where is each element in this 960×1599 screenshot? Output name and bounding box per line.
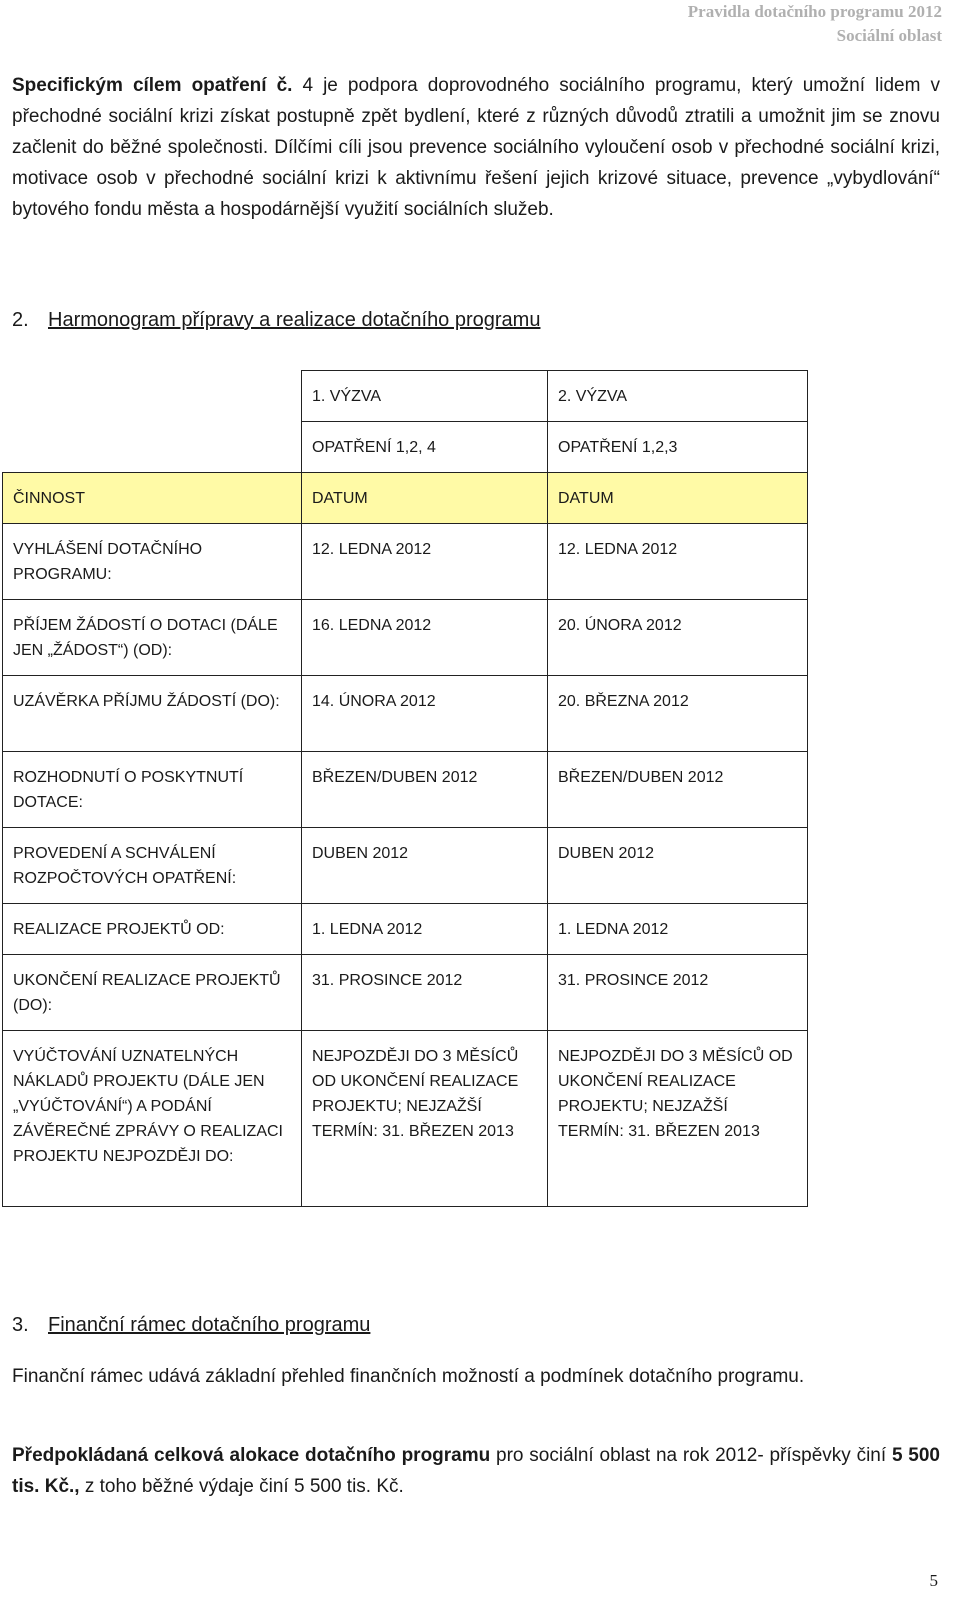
date-2-cell: 1. LEDNA 2012: [548, 904, 808, 955]
schedule-table: [2, 370, 808, 1207]
table-row: [3, 524, 808, 600]
col-date-2: DATUM: [548, 473, 808, 524]
running-header: [688, 0, 942, 48]
section-title: Finanční rámec dotačního programu: [48, 1314, 371, 1336]
date-2-cell: 20. BŘEZNA 2012: [548, 676, 808, 752]
date-1-cell: DUBEN 2012: [302, 828, 548, 904]
table-row: [3, 371, 808, 422]
section-3-heading: [12, 1310, 370, 1340]
section-number: 3.: [12, 1314, 29, 1336]
section-2-heading: [12, 305, 540, 335]
table-row: [3, 828, 808, 904]
date-2-cell: BŘEZEN/DUBEN 2012: [548, 752, 808, 828]
header-subtitle: Sociální oblast: [836, 26, 942, 45]
call-2-cell: 2. VÝZVA: [548, 371, 808, 422]
allocation-tail: z toho běžné výdaje činí 5 500 tis. Kč.: [79, 1476, 404, 1497]
date-1-cell: NEJPOZDĚJI DO 3 MĚSÍCŮ OD UKONČENÍ REALIZACE PROJEKTU; NEJZAŽŠÍ TERMÍN: 31. BŘEZEN 2013: [302, 1031, 548, 1207]
col-date-1: DATUM: [302, 473, 548, 524]
allocation-text: pro sociální oblast na rok 2012- příspěvky činí: [490, 1445, 892, 1466]
date-1-cell: 16. LEDNA 2012: [302, 600, 548, 676]
date-1-cell: 31. PROSINCE 2012: [302, 955, 548, 1031]
date-2-cell: NEJPOZDĚJI DO 3 MĚSÍCŮ OD UKONČENÍ REALIZACE PROJEKTU; NEJZAŽŠÍ TERMÍN: 31. BŘEZEN 2013: [548, 1031, 808, 1207]
col-activity: ČINNOST: [3, 473, 302, 524]
date-1-cell: 1. LEDNA 2012: [302, 904, 548, 955]
activity-cell: UZÁVĚRKA PŘÍJMU ŽÁDOSTÍ (DO):: [3, 676, 302, 752]
measures-1-cell: OPATŘENÍ 1,2, 4: [302, 422, 548, 473]
section-title: Harmonogram přípravy a realizace dotačního programu: [48, 309, 541, 331]
table-row: [3, 422, 808, 473]
activity-cell: VYÚČTOVÁNÍ UZNATELNÝCH NÁKLADŮ PROJEKTU (DÁLE JEN „VYÚČTOVÁNÍ“) A PODÁNÍ ZÁVĚREČNÉ ZPRÁVY O REALIZACI PROJEKTU NEJPOZDĚJI DO:: [3, 1031, 302, 1207]
table-row: [3, 955, 808, 1031]
date-2-cell: 31. PROSINCE 2012: [548, 955, 808, 1031]
measures-2-cell: OPATŘENÍ 1,2,3: [548, 422, 808, 473]
date-2-cell: 20. ÚNORA 2012: [548, 600, 808, 676]
date-1-cell: BŘEZEN/DUBEN 2012: [302, 752, 548, 828]
header-title: Pravidla dotačního programu 2012: [687, 2, 942, 21]
empty-cell: [3, 422, 302, 473]
objective-lead: Specifickým cílem opatření č.: [12, 75, 293, 96]
objective-text: 4 je podpora doprovodného sociálního programu, který umožní lidem v přechodné sociální krizi získat postupně zpět bydlení, které z různých důvodů ztratili a umožnit jim se znovu začlenit do běžné společnosti. Dílčími cíli jsou prevence sociálního vyloučení osob v přechodné sociální krizi, motivace osob v přechodné sociální krizi k aktivnímu řešení jejich krizové situace, prevence „vybydlování“ bytového fondu města a hospodárnější využití sociálních služeb.: [12, 75, 940, 220]
activity-cell: ROZHODNUTÍ O POSKYTNUTÍ DOTACE:: [3, 752, 302, 828]
table-row: [3, 676, 808, 752]
table-row: [3, 752, 808, 828]
allocation-amount: 5 500 tis. Kč.,: [12, 1445, 940, 1497]
table-row: [3, 600, 808, 676]
table-header-row: [3, 473, 808, 524]
table-row: [3, 1031, 808, 1207]
activity-cell: UKONČENÍ REALIZACE PROJEKTŮ (DO):: [3, 955, 302, 1031]
section-number: 2.: [12, 309, 29, 331]
objective-paragraph: [12, 70, 940, 225]
allocation-paragraph: [12, 1440, 940, 1502]
empty-cell: [3, 371, 302, 422]
page-number: 5: [929, 1571, 938, 1590]
call-1-cell: 1. VÝZVA: [302, 371, 548, 422]
finance-intro-paragraph: Finanční rámec udává základní přehled finančních možností a podmínek dotačního programu.: [12, 1366, 805, 1387]
date-2-cell: 12. LEDNA 2012: [548, 524, 808, 600]
date-1-cell: 14. ÚNORA 2012: [302, 676, 548, 752]
date-2-cell: DUBEN 2012: [548, 828, 808, 904]
table-row: [3, 904, 808, 955]
activity-cell: REALIZACE PROJEKTŮ OD:: [3, 904, 302, 955]
allocation-lead: Předpokládaná celková alokace dotačního programu: [12, 1445, 491, 1466]
date-1-cell: 12. LEDNA 2012: [302, 524, 548, 600]
activity-cell: PŘÍJEM ŽÁDOSTÍ O DOTACI (DÁLE JEN „ŽÁDOST“) (OD):: [3, 600, 302, 676]
activity-cell: PROVEDENÍ A SCHVÁLENÍ ROZPOČTOVÝCH OPATŘENÍ:: [3, 828, 302, 904]
activity-cell: VYHLÁŠENÍ DOTAČNÍHO PROGRAMU:: [3, 524, 302, 600]
